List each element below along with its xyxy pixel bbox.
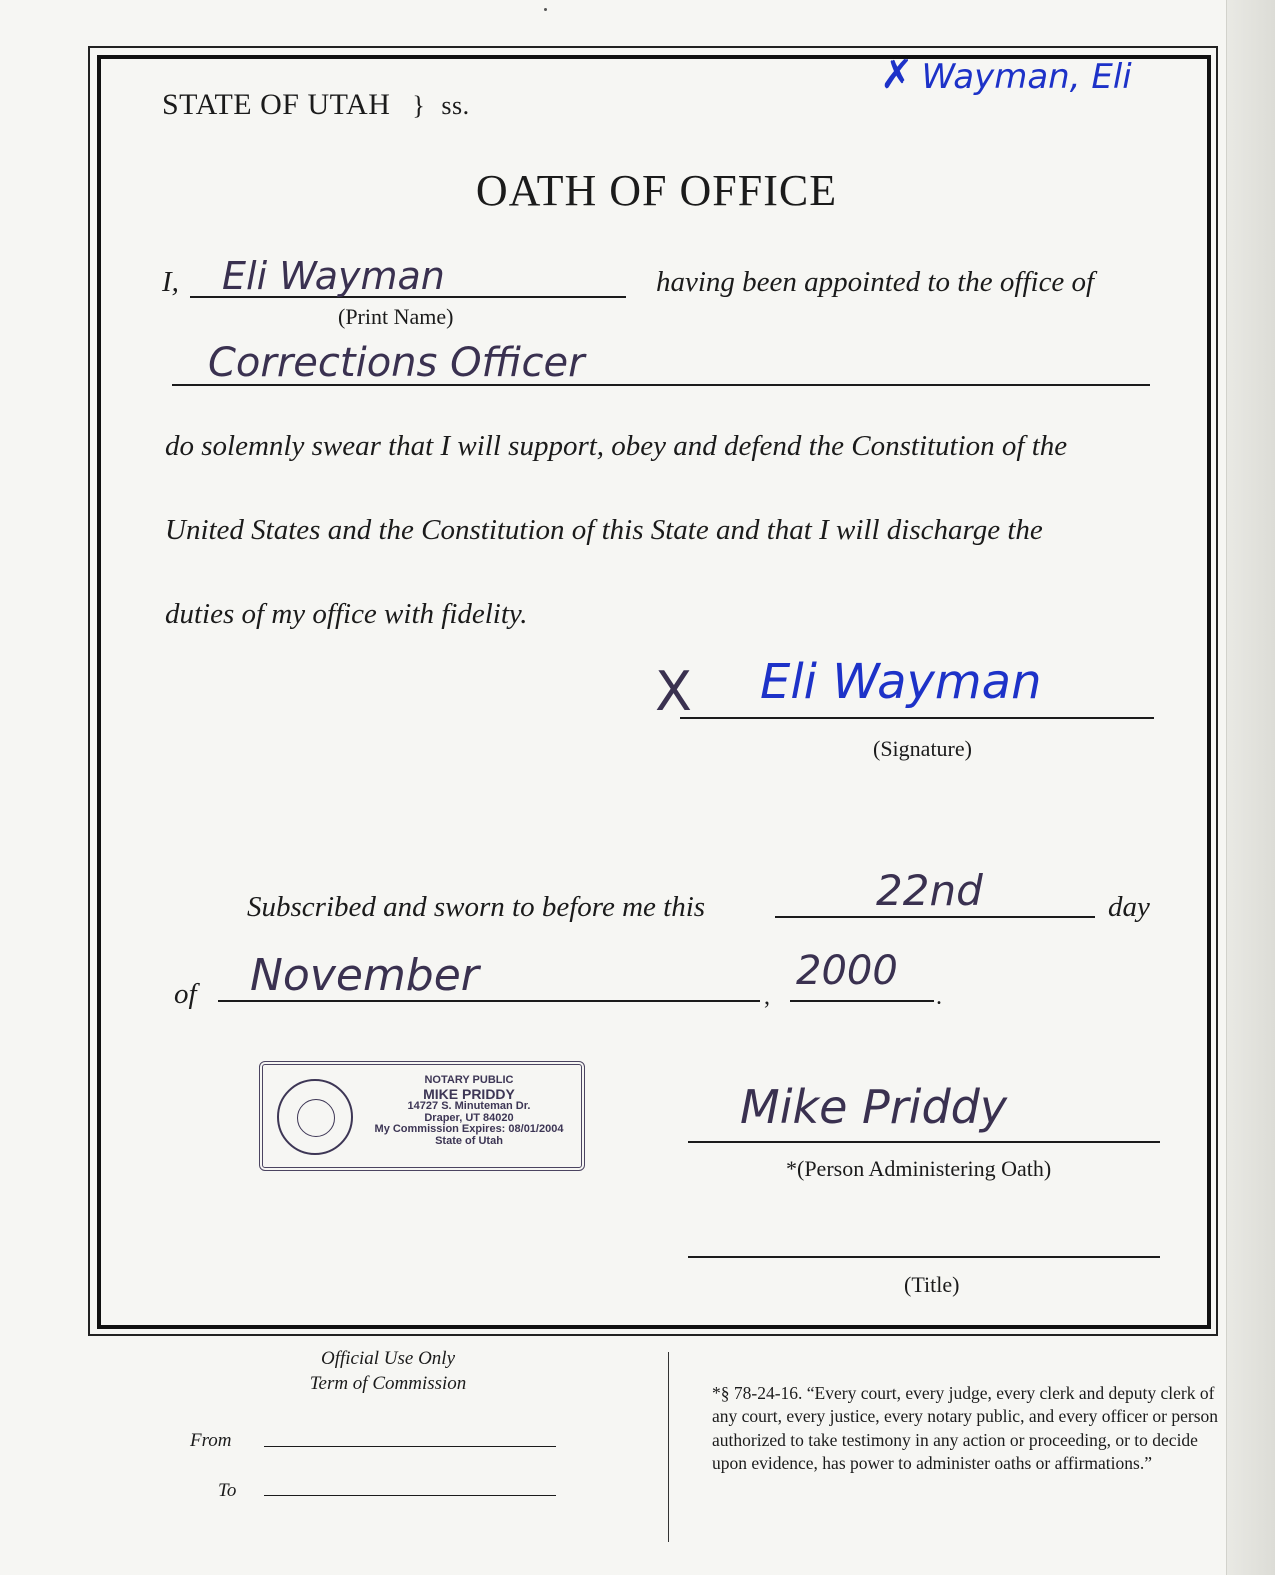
print-name-caption: (Print Name)	[338, 304, 454, 329]
appointed-text: having been appointed to the office of	[656, 266, 1095, 298]
notary-stamp-line: My Commission Expires: 08/01/2004	[374, 1123, 564, 1136]
notary-stamp	[259, 1061, 585, 1171]
state-ss: ss.	[441, 91, 470, 120]
state-header	[162, 88, 470, 122]
month-comma: ,	[764, 984, 770, 1010]
signature-mark: X	[655, 660, 692, 723]
title-line	[688, 1256, 1160, 1258]
official-use-heading: Official Use Only	[320, 1348, 456, 1369]
administrator-line	[688, 1141, 1160, 1143]
scan-speck	[544, 8, 547, 11]
footer-divider	[668, 1352, 669, 1542]
to-label: To	[218, 1480, 237, 1501]
notary-stamp-text	[363, 1075, 575, 1147]
oath-body-line-2: United States and the Constitution of this State and that I will discharge the	[165, 514, 1043, 546]
document-title: OATH OF OFFICE	[475, 166, 838, 215]
notary-stamp-line: MIKE PRIDDY	[423, 1085, 515, 1102]
notary-stamp-line: Draper, UT 84020	[424, 1111, 514, 1124]
state-seal-icon	[277, 1079, 353, 1155]
year-handwritten: 2000	[796, 948, 898, 994]
from-line	[264, 1446, 556, 1447]
administrator-signature: Mike Priddy	[740, 1080, 1008, 1134]
corner-handwriting-text: Wayman, Eli	[921, 57, 1132, 97]
oath-body-line-1: do solemnly swear that I will support, obey and defend the Constitution of the	[165, 430, 1068, 462]
state-brace: }	[412, 91, 426, 120]
oath-body-line-3: duties of my office with fidelity.	[165, 598, 528, 630]
notary-stamp-line: 14727 S. Minuteman Dr.	[407, 1100, 531, 1113]
of-word: of	[174, 978, 197, 1010]
office-handwritten: Corrections Officer	[208, 340, 585, 386]
corner-handwriting: ✗ Wayman, Eli	[880, 52, 1132, 98]
name-handwritten: Eli Wayman	[222, 254, 445, 298]
title-caption: (Title)	[904, 1272, 960, 1297]
oath-pronoun: I,	[162, 266, 179, 298]
page-edge	[1226, 0, 1275, 1575]
signature-line	[680, 717, 1154, 719]
month-handwritten: November	[250, 950, 479, 1001]
term-of-commission-heading: Term of Commission	[309, 1373, 467, 1394]
signature-caption: (Signature)	[873, 736, 972, 761]
year-period: .	[936, 984, 942, 1010]
statute-footnote: *§ 78-24-16. “Every court, every judge, every clerk and deputy clerk of any court, every justice, every notary public, and every officer or person authorized to take testimony in any action or proceeding, or to decide upon evidence, has power to administer oaths or affirmations.”	[712, 1383, 1219, 1473]
day-line	[775, 916, 1095, 918]
signature-handwritten: Eli Wayman	[760, 654, 1042, 710]
notary-stamp-line: NOTARY PUBLIC	[424, 1074, 514, 1086]
notary-stamp-line: State of Utah	[435, 1134, 503, 1147]
year-line	[790, 1000, 934, 1002]
administrator-caption: *(Person Administering Oath)	[786, 1156, 1052, 1181]
day-handwritten: 22nd	[876, 866, 983, 915]
sworn-text: Subscribed and sworn to before me this	[247, 891, 706, 923]
day-word: day	[1108, 891, 1150, 923]
from-label: From	[190, 1430, 232, 1451]
state-name: STATE OF UTAH	[162, 88, 391, 121]
to-line	[264, 1495, 556, 1496]
